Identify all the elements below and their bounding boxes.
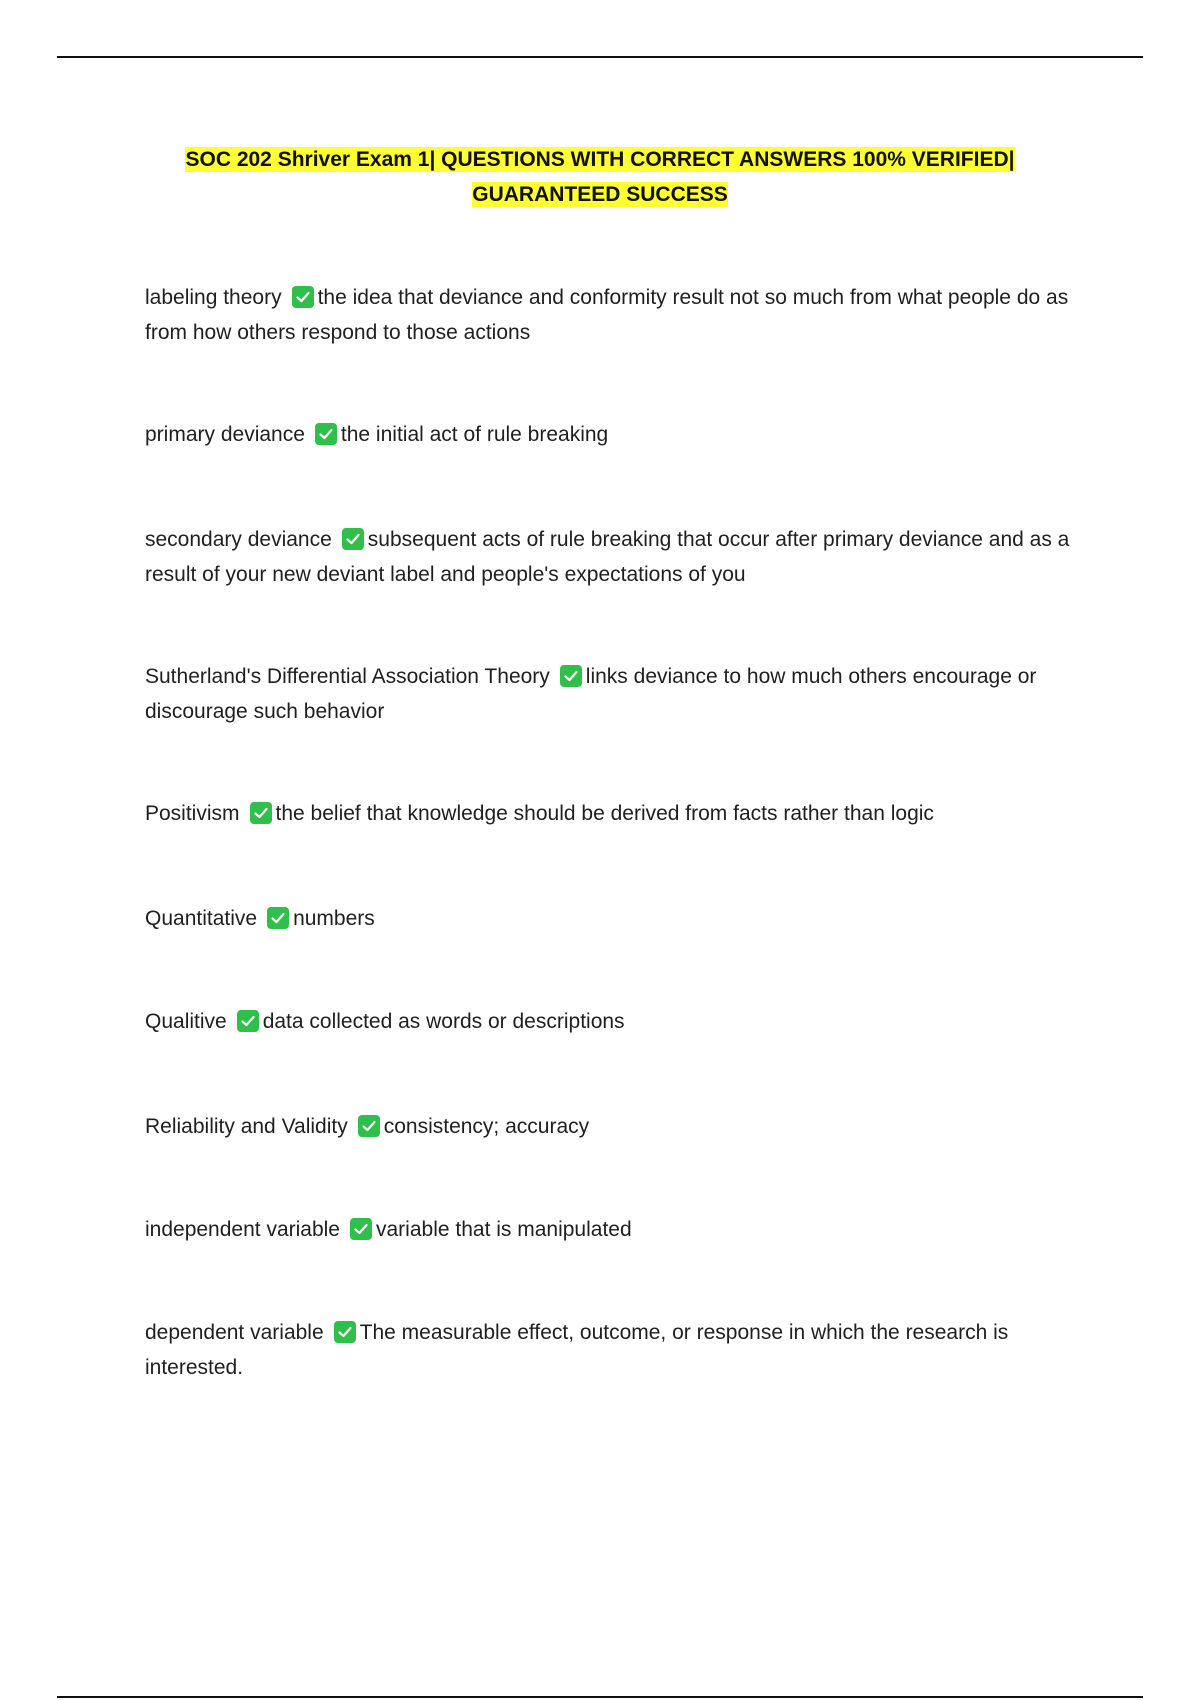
bottom-rule <box>57 1696 1143 1698</box>
entry-term: Reliability and Validity <box>145 1115 348 1138</box>
check-box-icon <box>350 1218 372 1240</box>
entry-definition: variable that is manipulated <box>376 1218 632 1241</box>
entry-definition: the belief that knowledge should be derived from facts rather than logic <box>275 802 934 825</box>
top-rule <box>57 56 1143 58</box>
title-line-1: SOC 202 Shriver Exam 1| QUESTIONS WITH CORRECT ANSWERS 100% VERIFIED| <box>185 148 1015 171</box>
entry-definition: data collected as words or descriptions <box>262 1010 625 1033</box>
check-box-icon <box>358 1115 380 1137</box>
qa-entry <box>145 1315 1085 1385</box>
entry-term: independent variable <box>145 1218 340 1241</box>
title-line-2: GUARANTEED SUCCESS <box>472 183 728 206</box>
entry-definition: The measurable effect, outcome, or response in which the research is interested. <box>145 1321 1009 1379</box>
entry-term: dependent variable <box>145 1321 324 1344</box>
check-box-icon <box>267 907 289 929</box>
qa-entry <box>145 901 1085 936</box>
check-box-icon <box>237 1010 259 1032</box>
qa-entry <box>145 796 1085 831</box>
entry-definition: the idea that deviance and conformity result not so much from what people do as from how others respond to those actions <box>145 286 1069 344</box>
entry-term: Qualitive <box>145 1010 227 1033</box>
check-box-icon <box>292 286 314 308</box>
entry-term: Quantitative <box>145 907 258 930</box>
entry-term: labeling theory <box>145 286 282 309</box>
entry-definition: numbers <box>293 907 375 930</box>
qa-entry <box>145 522 1085 592</box>
entry-term: Sutherland's Differential Association Theory <box>145 665 550 688</box>
entry-definition: links deviance to how much others encourage or discourage such behavior <box>145 665 1037 723</box>
document-title <box>100 142 1100 212</box>
qa-entry <box>145 1212 1085 1247</box>
check-box-icon <box>250 802 272 824</box>
qa-entry <box>145 1109 1085 1144</box>
qa-entry <box>145 280 1085 350</box>
entry-term: secondary deviance <box>145 528 332 551</box>
entry-definition: consistency; accuracy <box>383 1115 590 1138</box>
check-box-icon <box>315 423 337 445</box>
qa-entry <box>145 1004 1085 1039</box>
entry-definition: subsequent acts of rule breaking that occur after primary deviance and as a result of your new deviant label and people's expectations of you <box>145 528 1070 586</box>
entry-term: Positivism <box>145 802 240 825</box>
qa-entry <box>145 417 1085 452</box>
check-box-icon <box>342 528 364 550</box>
check-box-icon <box>334 1321 356 1343</box>
check-box-icon <box>560 665 582 687</box>
entry-term: primary deviance <box>145 423 305 446</box>
entry-definition: the initial act of rule breaking <box>340 423 609 446</box>
qa-entry <box>145 659 1085 729</box>
